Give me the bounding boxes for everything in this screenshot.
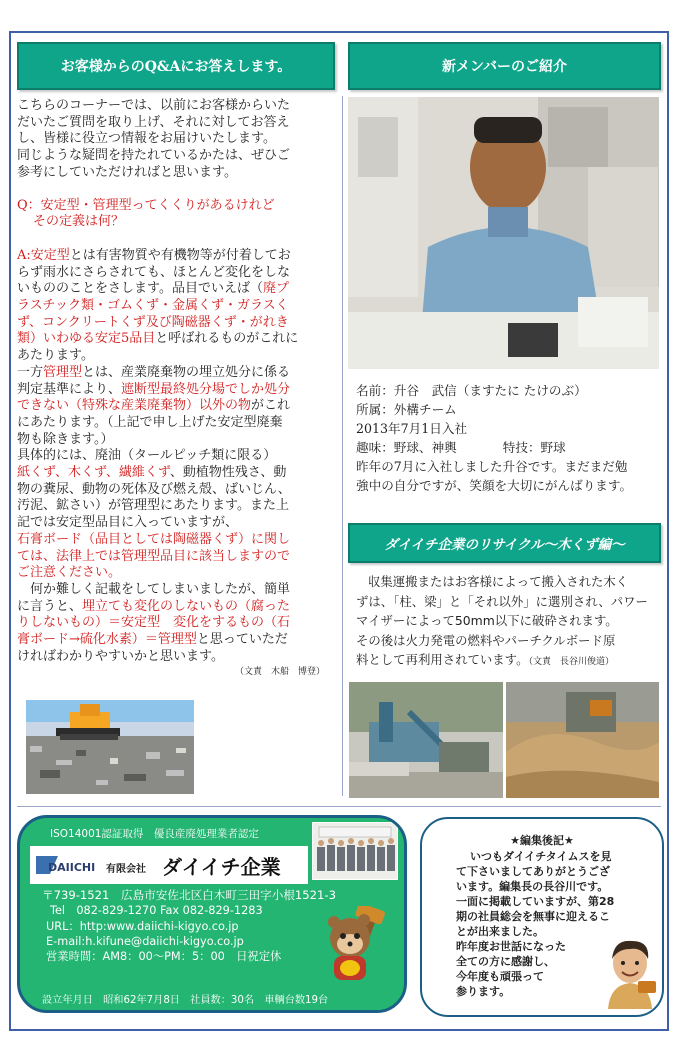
- company-info-card: [17, 815, 407, 1013]
- qa-heading: [17, 42, 335, 90]
- company-type: 有限会社: [106, 864, 146, 875]
- answer-line: りしないもの）＝安定型 変化をするもの（石: [17, 615, 291, 631]
- answer-line: ければわかりやすいかと思います。: [17, 648, 224, 664]
- editor-note-line: 全ての方に感謝し、: [456, 955, 555, 968]
- qa-article: [17, 98, 335, 678]
- staff-group-photo: [312, 822, 398, 880]
- editor-note-line: 一面に掲載していますが、第28: [456, 895, 615, 908]
- recycle-heading: [348, 523, 661, 563]
- new-member-profile: [356, 381, 661, 495]
- member-message-line: 昨年の7月に入社しました升谷です。まだまだ勉: [356, 459, 628, 474]
- question-line: Q：安定型・管理型ってくくりがあるけれど: [17, 197, 275, 213]
- recycle-line: マイザーによって50mm以下に破砕されます。: [356, 613, 618, 629]
- company-url-link[interactable]: URL：http:www.daiichi-kigyo.co.jp: [46, 919, 239, 933]
- company-name: ダイイチ企業: [162, 855, 281, 879]
- company-email-link[interactable]: E-mail:h.kifune@daiichi-kigyo.co.jp: [46, 934, 244, 948]
- answer-line: ラスチック類・ゴムくず・金属くず・ガラスく: [17, 298, 289, 314]
- recycle-heading-text: ダイイチ企業のリサイクル～木くず編～: [384, 537, 625, 553]
- question-line: その定義は何？: [33, 214, 125, 230]
- member-joined-row: 2013年7月1日入社: [356, 421, 468, 436]
- company-logo-banner: [30, 846, 308, 884]
- editor-note-line: て下さいましてありがとうござ: [456, 865, 610, 878]
- answer-line: 一方管理型とは、産業廃棄物の埋立処分に係る: [17, 364, 291, 380]
- editor-note-title: ★編集後記★: [510, 834, 574, 847]
- svg-text:DAIICHI: DAIICHI: [48, 861, 96, 874]
- editor-note-line: 期の社員総会を無事に迎えるこ: [456, 910, 610, 923]
- recycle-plant-photo: [349, 682, 503, 798]
- intro-line: 参考にしていただければと思います。: [17, 164, 237, 180]
- intro-line: こちらのコーナーでは、以前にお客様からいた: [17, 98, 291, 113]
- answer-line: ては、法律上では管理型品目に該当しますので: [17, 548, 291, 564]
- column-divider: [342, 96, 343, 796]
- answer-line: あたります。: [17, 348, 94, 364]
- recycle-line: 収集運搬またはお客様によって搬入された木く: [368, 574, 629, 589]
- qa-heading-text: お客様からのQ&Aにお答えします。: [60, 59, 292, 75]
- new-member-photo: [348, 97, 659, 369]
- certification-text: ISO14001認証取得 優良産廃処理業者認定: [50, 828, 259, 840]
- answer-line: 物も除きます。）: [17, 431, 114, 447]
- editor-note-line: 今年度も頑張って: [456, 970, 544, 983]
- answer-line: らず雨水にさらされても、ほとんど変化をしな: [17, 264, 291, 280]
- recycle-line: 料として再利用されています。（文責 長谷川俊道）: [356, 652, 614, 668]
- answer-line: に言うと、埋立ても変化のしないもの（腐った: [17, 598, 291, 614]
- answer-line: 判定基準により、遮断型最終処分場でしか処分: [17, 381, 291, 397]
- footer-divider: [17, 806, 661, 807]
- answer-line: 物の糞尿、動物の死体及び燃え殻、ばいじん、: [17, 481, 291, 497]
- company-founded: 設立年月日 昭和62年7月8日 社員数：30名 車輌台数19台: [42, 995, 329, 1006]
- qa-signature: （文責 木船 博登）: [234, 666, 325, 677]
- recycle-line: ずは、「柱、梁」と「それ以外」に選別され、パワー: [356, 593, 648, 609]
- answer-line: できない（特殊な産業廃棄物）以外の物がこれ: [17, 398, 291, 414]
- company-phone: Tel 082-829-1270 Fax 082-829-1283: [50, 904, 263, 918]
- answer-line: 何か難しく記載をしてしまいましたが、簡単: [30, 581, 291, 597]
- answer-line: A:安定型とは有害物質や有機物等が付着してお: [17, 247, 291, 263]
- editor-note-line: 昨年度お世話になった: [456, 940, 566, 953]
- answer-line: 記では安定型品目に入っていますが、: [17, 515, 239, 531]
- new-member-heading-text: 新メンバーのご紹介: [441, 59, 568, 75]
- editor-note-card: [420, 817, 664, 1017]
- wood-chip-photo: [506, 682, 659, 798]
- answer-line: 石膏ボード（品目としては陶磁器くず）に関し: [17, 531, 291, 547]
- editor-note-line: とが出来ました。: [456, 925, 544, 938]
- recycle-line: その後は火力発電の燃料やパーチクルボード原: [356, 632, 616, 648]
- answer-line: 具体的には、廃油（タールピッチ類に限る）: [17, 448, 277, 464]
- answer-line: ご注意ください。: [17, 565, 122, 581]
- answer-line: 汚泥、鉱さい）が管理型にあたります。また上: [17, 498, 289, 514]
- answer-line: いもののことをさします。品目でいえば（廃プ: [17, 281, 289, 297]
- answer-line: ず、コンクリートくず及び陶磁器くず・がれき: [17, 314, 289, 330]
- company-address: 〒739-1521 広島市安佐北区白木町三田字小根1521-3: [42, 888, 336, 902]
- editor-note-line: 参ります。: [456, 985, 511, 998]
- company-contact: [42, 888, 336, 964]
- company-logo: [36, 852, 96, 878]
- answer-line: 膏ボード→硫化水素）＝管理型と思っていただ: [17, 632, 288, 648]
- editor-note-line: いつもダイイチタイムスを見: [470, 850, 612, 863]
- member-dept-row: 所属：外構チーム: [356, 402, 457, 417]
- answer-line: 紙くず、木くず、繊維くず、動植物性残さ、動: [17, 465, 287, 481]
- member-hobby-row: 趣味：野球、神輿 特技：野球: [356, 440, 566, 455]
- editor-note-line: います。編集長の長谷川です。: [456, 880, 609, 893]
- answer-line: 類）いわゆる安定5品目と呼ばれるものがこれに: [17, 331, 299, 347]
- answer-line: にあたります。（上記で申し上げた安定型廃棄: [17, 414, 283, 430]
- member-message-line: 強中の自分ですが、笑顔を大切にがんばります。: [356, 478, 633, 493]
- intro-line: 同じような疑問を持たれているかたは、ぜひご: [17, 148, 291, 164]
- landfill-photo: [26, 700, 194, 794]
- intro-line: し、皆様に役立つ情報をお届けいたします。: [17, 131, 276, 147]
- mascot-icon: [320, 906, 390, 986]
- editor-avatar: [602, 937, 658, 1009]
- new-member-heading: [348, 42, 661, 90]
- company-hours: 営業時間：AM8：00～PM：5：00 日祝定休: [46, 950, 282, 964]
- recycle-article: [356, 572, 661, 673]
- member-name-row: 名前：升谷 武信（ますたに たけのぶ）: [356, 383, 587, 398]
- intro-line: だいたご質問を取り上げ、それに対してお答え: [17, 114, 290, 130]
